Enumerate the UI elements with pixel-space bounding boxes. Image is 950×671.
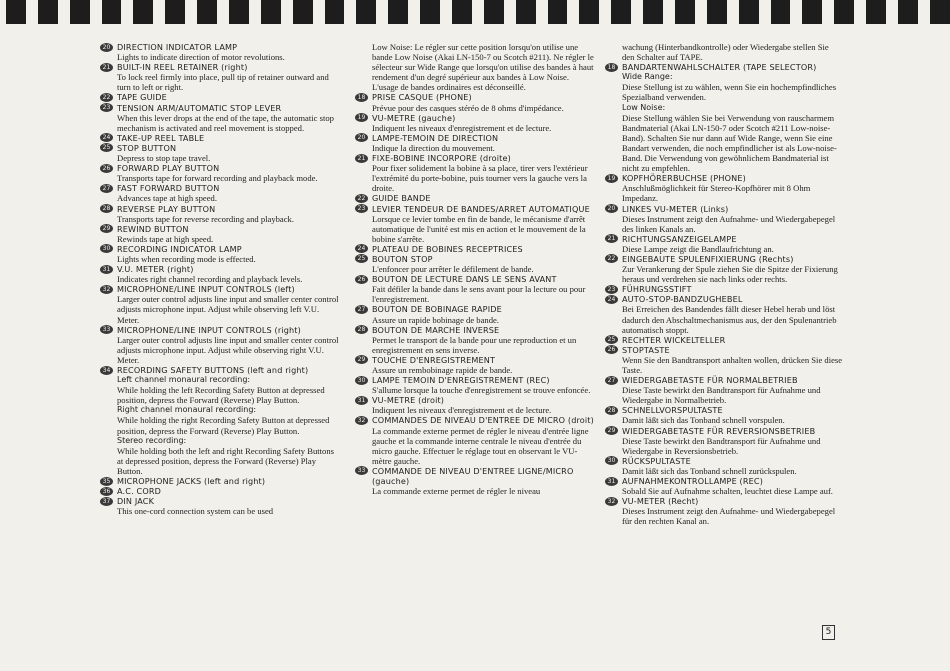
entry-title: TENSION ARM/AUTOMATIC STOP LEVER xyxy=(117,102,282,113)
item-number-badge: 24 xyxy=(355,244,368,253)
manual-entry xyxy=(355,395,595,415)
entry-title: COMMANDES DE NIVEAU D'ENTREE DE MICRO (droit) xyxy=(372,415,594,426)
entry-description: S'allume lorsque la touche d'enregistrement se trouve enfoncée. xyxy=(372,385,591,396)
item-number-badge: 19 xyxy=(355,113,368,122)
binding-hole xyxy=(325,0,345,24)
entry-description: Fait défiler la bande dans le sens avant pour la lecture ou pour l'enregistrement. xyxy=(372,284,586,305)
binding-hole xyxy=(165,0,185,24)
column-english xyxy=(100,42,340,516)
entry-heading xyxy=(100,204,340,214)
item-number-badge: 20 xyxy=(605,204,618,213)
entry-title: TAKE-UP REEL TABLE xyxy=(117,132,205,143)
item-number-badge: 29 xyxy=(355,355,368,364)
entry-heading xyxy=(355,204,595,214)
entry-title: V.U. METER (right) xyxy=(117,264,194,275)
manual-entry xyxy=(100,476,340,486)
entry-heading xyxy=(605,426,843,436)
item-number-badge: 30 xyxy=(100,244,113,253)
entry-heading xyxy=(100,486,340,496)
item-number-badge: 27 xyxy=(355,305,368,314)
binding-hole xyxy=(420,0,440,24)
sub-description: While holding both the left and right Recording Safety Buttons at depressed position, depress the Forward (Reverse) Play Button. xyxy=(117,445,334,476)
item-number-badge: 30 xyxy=(605,456,618,465)
entry-description: Advances tape at high speed. xyxy=(117,193,217,204)
entry-title: LEVIER TENDEUR DE BANDES/ARRET AUTOMATIQUE xyxy=(372,203,590,214)
manual-entry xyxy=(355,133,595,153)
manual-entry xyxy=(100,163,340,183)
item-number-badge: 23 xyxy=(355,204,368,213)
entry-description: Wenn Sie den Bandtransport anhalten wollen, drücken Sie diese Taste. xyxy=(622,354,843,375)
item-number-badge: 31 xyxy=(100,265,113,274)
item-number-badge: 24 xyxy=(100,133,113,142)
entry-heading xyxy=(100,264,340,274)
entry-description: Diese Taste bewirkt den Bandtransport für Aufnahme und Wiedergabe in Normalbetrieb. xyxy=(622,385,821,406)
entry-heading xyxy=(355,274,595,284)
entry-heading xyxy=(355,133,595,143)
entry-heading xyxy=(100,42,340,52)
entry-title: A.C. CORD xyxy=(117,486,161,497)
entry-description: Larger outer control adjusts line input and smaller center control adjusts microphone input. Adjust while observing right V.U. Meter. xyxy=(117,334,339,365)
entry-description: Diese Taste bewirkt den Bandtransport für Aufnahme und Wiedergabe in Reversionsbetrieb. xyxy=(622,435,821,456)
entry-description: Damit läßt sich das Tonband schnell vorspulen. xyxy=(622,415,785,426)
entry-heading xyxy=(100,103,340,113)
entry-heading xyxy=(605,284,843,294)
manual-entry xyxy=(605,335,843,345)
entry-description: Lights to indicate direction of motor revolutions. xyxy=(117,52,285,63)
entry-description: Indicates right channel recording and playback levels. xyxy=(117,274,303,285)
manual-entry xyxy=(100,244,340,264)
manual-entry xyxy=(605,345,843,375)
item-number-badge: 27 xyxy=(100,184,113,193)
item-number-badge: 31 xyxy=(355,396,368,405)
manual-entry xyxy=(100,365,340,476)
binding-hole xyxy=(898,0,918,24)
entry-heading xyxy=(605,62,843,72)
binding-hole xyxy=(802,0,822,24)
entry-title: REWIND BUTTON xyxy=(117,223,189,234)
entry-heading xyxy=(355,153,595,163)
entry-title: STOP BUTTON xyxy=(117,142,177,153)
entry-heading xyxy=(355,466,595,486)
entry-heading xyxy=(355,193,595,203)
entry-description: Lights when recording mode is effected. xyxy=(117,253,256,264)
manual-entry xyxy=(355,113,595,133)
item-number-badge: 23 xyxy=(605,285,618,294)
manual-entry xyxy=(605,234,843,254)
entry-heading xyxy=(355,395,595,405)
binding-hole xyxy=(866,0,886,24)
item-number-badge: 20 xyxy=(355,133,368,142)
entry-title: SCHNELLVORSPULTASTE xyxy=(622,405,723,416)
item-number-badge: 21 xyxy=(605,234,618,243)
sub-heading: Stereo recording: xyxy=(117,435,187,445)
binding-holes xyxy=(0,0,950,26)
entry-description: Dieses Instrument zeigt den Aufnahme- und Wiedergabepegel des linken Kanals an. xyxy=(622,213,836,234)
entry-description: Low Noise: Le régler sur cette position lorsqu'on utilise une bande Low Noise (Akai LN-150-7 ou Scotch #211). Ne régler le sélecteur sur Wide Range que lorsqu'on utilise des bandes à haut rendement d'un degré supérieur aux bandes à Low Noise. L'usage de bandes ordinaires est déconseillé. xyxy=(372,42,594,93)
item-number-badge: 20 xyxy=(100,43,113,52)
entry-title: TAPE GUIDE xyxy=(117,92,167,103)
item-number-badge: 18 xyxy=(605,63,618,72)
binding-hole xyxy=(611,0,631,24)
item-number-badge: 30 xyxy=(355,376,368,385)
manual-entry xyxy=(100,92,340,102)
entry-heading xyxy=(605,173,843,183)
manual-entry xyxy=(605,375,843,405)
entry-description: Rewinds tape at high speed. xyxy=(117,233,214,244)
manual-entry xyxy=(605,405,843,425)
entry-heading xyxy=(355,415,595,425)
manual-entry xyxy=(100,42,340,62)
entry-title: RÜCKSPULTASTE xyxy=(622,455,691,466)
entry-description: Prévue pour des casques stéréo de 8 ohms d'impédance. xyxy=(372,102,564,113)
manual-entry xyxy=(605,204,843,234)
entry-title: FÜHRUNGSSTIFT xyxy=(622,284,692,295)
entry-description: Assure un rembobinage rapide de bande. xyxy=(372,365,513,375)
entry-description: L'enfoncer pour arrêter le défilement de bande. xyxy=(372,264,534,275)
entry-heading xyxy=(355,254,595,264)
manual-entry xyxy=(355,254,595,274)
binding-hole xyxy=(70,0,90,24)
manual-entry xyxy=(100,496,340,516)
entry-title: LINKES VU-METER (Links) xyxy=(622,203,729,214)
manual-entry xyxy=(605,426,843,456)
entry-description: When this lever drops at the end of the tape, the automatic stop mechanism is activated and reel movement is stopped. xyxy=(117,112,334,133)
entry-title: MICROPHONE/LINE INPUT CONTROLS (left) xyxy=(117,284,295,295)
entry-description: Transports tape for reverse recording and playback. xyxy=(117,213,294,224)
item-number-badge: 19 xyxy=(605,174,618,183)
entry-heading xyxy=(605,405,843,415)
entry-title: PLATEAU DE BOBINES RECEPTRICES xyxy=(372,243,523,254)
binding-hole xyxy=(675,0,695,24)
entry-title: COMMANDE DE NIVEAU D'ENTREE LIGNE/MICRO (gauche) xyxy=(372,465,574,487)
entry-title: PRISE CASQUE (PHONE) xyxy=(372,92,472,103)
item-number-badge: 26 xyxy=(605,345,618,354)
sub-heading: Right channel monaural recording: xyxy=(117,405,257,415)
entry-heading xyxy=(605,234,843,244)
entry-description: Depress to stop tape travel. xyxy=(117,153,211,164)
entry-title: VU-METER (Recht) xyxy=(622,496,699,507)
binding-hole xyxy=(643,0,663,24)
manual-entry xyxy=(605,254,843,284)
binding-hole xyxy=(707,0,727,24)
item-number-badge: 33 xyxy=(355,466,368,475)
column-french xyxy=(355,42,595,496)
manual-entry xyxy=(100,325,340,365)
entry-heading xyxy=(605,294,843,304)
binding-hole xyxy=(38,0,58,24)
item-number-badge: 32 xyxy=(100,285,113,294)
item-number-badge: 27 xyxy=(605,376,618,385)
entry-heading xyxy=(355,375,595,385)
entry-description: Dieses Instrument zeigt den Aufnahme- und Wiedergabepegel für den rechten Kanal an. xyxy=(622,506,836,527)
entry-description: Damit läßt sich das Tonband schnell zurückspulen. xyxy=(622,465,797,476)
entry-heading xyxy=(100,496,340,506)
entry-title: FORWARD PLAY BUTTON xyxy=(117,163,220,174)
manual-entry xyxy=(355,304,595,324)
page-number: 5 xyxy=(822,625,835,640)
binding-hole xyxy=(229,0,249,24)
entry-heading xyxy=(605,496,843,506)
entry-title: WIEDERGABETASTE FÜR NORMALBETRIEB xyxy=(622,375,798,386)
binding-hole xyxy=(6,0,26,24)
binding-hole xyxy=(133,0,153,24)
column-german xyxy=(605,42,843,527)
entry-title: EINGEBAUTE SPULENFIXIERUNG (Rechts) xyxy=(622,253,794,264)
manual-entry xyxy=(355,193,595,203)
item-number-badge: 22 xyxy=(355,194,368,203)
entry-heading xyxy=(605,335,843,345)
item-number-badge: 18 xyxy=(355,93,368,102)
entry-description: Assure un rapide bobinage de bande. xyxy=(372,314,499,325)
entry-title: LAMPE TEMOIN D'ENREGISTREMENT (REC) xyxy=(372,375,550,386)
item-number-badge: 29 xyxy=(605,426,618,435)
binding-hole xyxy=(739,0,759,24)
item-number-badge: 21 xyxy=(355,154,368,163)
item-number-badge: 25 xyxy=(605,335,618,344)
entry-title: RECORDING SAFETY BUTTONS (left and right) xyxy=(117,365,309,375)
entry-description: La commande externe permet de régler le niveau xyxy=(372,486,541,497)
sub-description: Diese Stellung wählen Sie bei Verwendung von rauscharmem Bandmaterial (Akai LN-150-7 oder Scotch #211 Low-noise-Band). Schalten Sie nur dann auf Wide Range, wenn Sie eine Bandart verwenden, die noch empfindlicher ist als Low-noise-Band. Die Verwendung von gewöhnlichem Bandmaterial ist nicht zu empfehlen. xyxy=(622,112,837,174)
entry-title: TOUCHE D'ENREGISTREMENT xyxy=(372,354,496,365)
entry-heading xyxy=(605,375,843,385)
manual-entry xyxy=(100,204,340,224)
entry-description: Bei Erreichen des Bandendes fällt dieser Hebel herab und löst dadurch den Abschaltmechanismus aus, der den Spulenantrieb automatisch stoppt. xyxy=(622,304,837,335)
entry-heading xyxy=(100,163,340,173)
manual-entry xyxy=(355,375,595,395)
entry-title: BOUTON DE MARCHE INVERSE xyxy=(372,324,500,335)
item-number-badge: 32 xyxy=(355,416,368,425)
entry-heading xyxy=(100,92,340,102)
entry-title: BOUTON DE BOBINAGE RAPIDE xyxy=(372,304,502,315)
manual-entry xyxy=(605,42,843,62)
entry-title: MICROPHONE/LINE INPUT CONTROLS (right) xyxy=(117,324,301,335)
manual-entry xyxy=(100,284,340,324)
binding-hole xyxy=(388,0,408,24)
entry-heading xyxy=(355,304,595,314)
binding-hole xyxy=(293,0,313,24)
manual-entry xyxy=(355,355,595,375)
entry-title: VU-METRE (gauche) xyxy=(372,112,456,123)
binding-hole xyxy=(579,0,599,24)
item-number-badge: 32 xyxy=(605,497,618,506)
entry-heading xyxy=(100,62,340,72)
entry-description: This one-cord connection system can be used xyxy=(117,506,274,517)
entry-title: DIRECTION INDICATOR LAMP xyxy=(117,42,238,52)
entry-description: Diese Lampe zeigt die Bandlaufrichtung an. xyxy=(622,243,774,254)
binding-hole xyxy=(548,0,568,24)
entry-title: WIEDERGABETASTE FÜR REVERSIONSBETRIEB xyxy=(622,425,816,436)
item-number-badge: 22 xyxy=(605,254,618,263)
entry-title: RECORDING INDICATOR LAMP xyxy=(117,243,242,254)
binding-hole xyxy=(356,0,376,24)
entry-title: KOPFHÖRERBUCHSE (PHONE) xyxy=(622,173,746,184)
item-number-badge: 22 xyxy=(100,93,113,102)
item-number-badge: 36 xyxy=(100,487,113,496)
manual-entry xyxy=(355,466,595,496)
entry-title: BOUTON DE LECTURE DANS LE SENS AVANT xyxy=(372,274,557,285)
entry-description: Sobald Sie auf Aufnahme schalten, leuchtet diese Lampe auf. xyxy=(622,486,833,497)
binding-hole xyxy=(452,0,472,24)
entry-heading xyxy=(355,113,595,123)
entry-description: Anschlußmöglichkeit für Stereo-Kopfhörer mit 8 Ohm Impedanz. xyxy=(622,183,811,204)
sub-heading: Wide Range: xyxy=(622,72,673,82)
entry-title: RECHTER WICKELTELLER xyxy=(622,334,726,345)
item-number-badge: 34 xyxy=(100,366,113,375)
binding-hole xyxy=(102,0,122,24)
entry-description: Pour fixer solidement la bobine à sa place, tirer vers l'extérieur l'extrémité du porte-bobine, puis tourner vers la gauche vers la droite. xyxy=(372,163,588,194)
entry-heading xyxy=(355,355,595,365)
sub-description: Diese Stellung ist zu wählen, wenn Sie ein hochempfindliches Spezialband verwenden. xyxy=(622,82,837,103)
item-number-badge: 31 xyxy=(605,477,618,486)
entry-description: Indiquent les niveaux d'enregistrement et de lecture. xyxy=(372,405,552,416)
manual-entry xyxy=(605,173,843,203)
entry-heading xyxy=(100,325,340,335)
manual-entry xyxy=(355,415,595,465)
entry-description: Lorsque ce levier tombe en fin de bande, le mécanisme d'arrêt automatique de l'unité est mis en action et le mouvement de la bobine s'arrête. xyxy=(372,213,586,244)
entry-heading xyxy=(355,244,595,254)
entry-heading xyxy=(605,204,843,214)
item-number-badge: 29 xyxy=(100,224,113,233)
entry-title: BOUTON STOP xyxy=(372,253,433,264)
entry-description: Zur Verankerung der Spule ziehen Sie die Spitze der Fixierung heraus und verdrehen sie nach links oder rechts. xyxy=(622,264,838,285)
entry-description: Transports tape for forward recording and playback mode. xyxy=(117,173,318,184)
item-number-badge: 25 xyxy=(355,254,368,263)
entry-description: Indiquent les niveaux d'enregistrement et de lecture. xyxy=(372,122,552,133)
sub-heading: Left channel monaural recording: xyxy=(117,375,251,385)
entry-title: MICROPHONE JACKS (left and right) xyxy=(117,476,266,487)
sub-description: While holding the right Recording Safety Button at depressed position, depress the Forward (Reverse) Play Button. xyxy=(117,415,330,436)
entry-heading xyxy=(605,476,843,486)
manual-entry xyxy=(355,153,595,193)
manual-entry xyxy=(355,325,595,355)
manual-entry xyxy=(355,42,595,92)
entry-heading xyxy=(100,133,340,143)
manual-entry xyxy=(605,456,843,476)
entry-description: Indique la direction du mouvement. xyxy=(372,142,495,153)
manual-entry xyxy=(100,486,340,496)
entry-title: BUILT-IN REEL RETAINER (right) xyxy=(117,62,248,73)
manual-entry xyxy=(605,294,843,334)
entry-heading xyxy=(100,284,340,294)
manual-entry xyxy=(100,143,340,163)
entry-title: AUTO-STOP-BANDZUGHEBEL xyxy=(622,294,743,305)
entry-heading xyxy=(100,476,340,486)
manual-entry xyxy=(100,103,340,133)
manual-entry xyxy=(355,274,595,304)
entry-heading xyxy=(605,254,843,264)
entry-heading xyxy=(100,183,340,193)
sub-heading: Low Noise: xyxy=(622,102,666,112)
manual-entry xyxy=(100,133,340,143)
entry-description: Larger outer control adjusts line input and smaller center control adjusts microphone input. Adjust while observing left V.U. Meter. xyxy=(117,294,339,325)
item-number-badge: 28 xyxy=(605,406,618,415)
item-number-badge: 24 xyxy=(605,295,618,304)
binding-hole xyxy=(834,0,854,24)
manual-entry xyxy=(100,224,340,244)
entry-heading xyxy=(100,143,340,153)
manual-entry xyxy=(100,62,340,92)
entry-title: FIXE-BOBINE INCORPORE (droite) xyxy=(372,153,511,164)
manual-entry xyxy=(100,183,340,203)
entry-title: DIN JACK xyxy=(117,496,155,507)
binding-hole xyxy=(771,0,791,24)
manual-entry xyxy=(355,244,595,254)
manual-entry xyxy=(355,92,595,112)
entry-heading xyxy=(100,244,340,254)
binding-hole xyxy=(484,0,504,24)
entry-heading xyxy=(100,224,340,234)
entry-description: Permet le transport de la bande pour une reproduction et un enregistrement en sens inverse. xyxy=(372,334,577,355)
entry-description: La commande externe permet de régler le niveau d'entrée ligne gauche et la commande interne centrale le niveau d'entrée du micro gauche. Effectuer le réglage tout en observant le VU-mètre gauche. xyxy=(372,425,589,466)
manual-entry xyxy=(605,62,843,173)
item-number-badge: 21 xyxy=(100,63,113,72)
manual-entry xyxy=(605,284,843,294)
binding-hole xyxy=(516,0,536,24)
item-number-badge: 26 xyxy=(100,164,113,173)
entry-title: STOPTASTE xyxy=(622,344,670,355)
entry-title: AUFNAHMEKONTROLLAMPE (REC) xyxy=(622,476,764,487)
entry-description: To lock reel firmly into place, pull tip of retainer outward and turn to left or right. xyxy=(117,72,329,93)
binding-hole xyxy=(930,0,950,24)
entry-heading xyxy=(100,365,340,375)
entry-title: LAMPE-TEMOIN DE DIRECTION xyxy=(372,132,499,143)
manual-entry xyxy=(605,476,843,496)
item-number-badge: 28 xyxy=(355,325,368,334)
entry-title: FAST FORWARD BUTTON xyxy=(117,183,220,194)
entry-heading xyxy=(605,345,843,355)
manual-entry xyxy=(100,264,340,284)
entry-title: RICHTUNGSANZEIGELAMPE xyxy=(622,233,737,244)
sub-description: While holding the left Recording Safety Button at depressed position, depress the Forward (Reverse) Play Button. xyxy=(117,385,325,406)
item-number-badge: 26 xyxy=(355,275,368,284)
entry-heading xyxy=(355,92,595,102)
entry-title: BANDARTENWAHLSCHALTER (TAPE SELECTOR) xyxy=(622,62,817,73)
entry-description: wachung (Hinterbandkontrolle) oder Wiedergabe stellen Sie den Schalter auf TAPE. xyxy=(622,42,829,63)
manual-entry xyxy=(355,204,595,244)
entry-title: REVERSE PLAY BUTTON xyxy=(117,203,216,214)
entry-heading xyxy=(605,456,843,466)
item-number-badge: 28 xyxy=(100,204,113,213)
entry-title: VU-METRE (droit) xyxy=(372,395,445,406)
item-number-badge: 37 xyxy=(100,497,113,506)
binding-hole xyxy=(197,0,217,24)
item-number-badge: 23 xyxy=(100,103,113,112)
item-number-badge: 25 xyxy=(100,143,113,152)
item-number-badge: 33 xyxy=(100,325,113,334)
binding-hole xyxy=(261,0,281,24)
manual-entry xyxy=(605,496,843,526)
entry-title: GUIDE BANDE xyxy=(372,193,431,204)
entry-heading xyxy=(355,325,595,335)
item-number-badge: 35 xyxy=(100,477,113,486)
